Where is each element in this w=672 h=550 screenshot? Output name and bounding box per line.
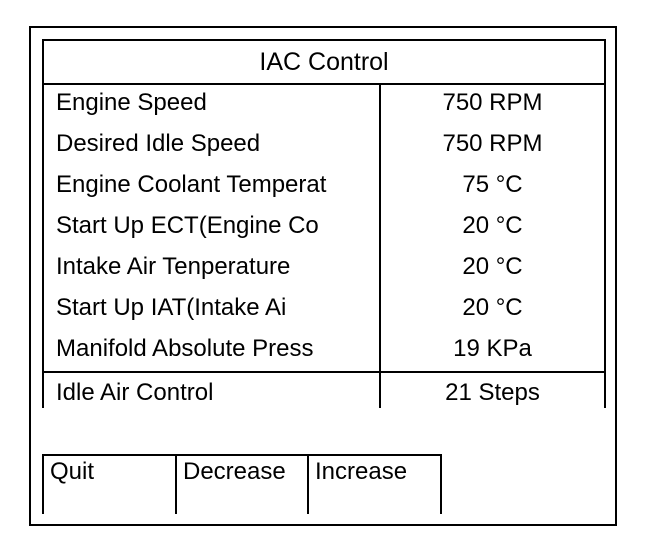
table-row-engine-coolant-temp	[44, 165, 604, 205]
iac-control-panel	[29, 26, 617, 526]
parameter-value: 19 KPa	[453, 335, 532, 362]
parameter-value: 750 RPM	[442, 130, 543, 157]
parameter-label: Manifold Absolute Press	[56, 335, 314, 362]
parameter-value: 750 RPM	[442, 89, 543, 116]
parameter-label: Start Up ECT(Engine Co	[56, 212, 319, 239]
table-row-desired-idle-speed	[44, 124, 604, 164]
panel-title: IAC Control	[42, 39, 606, 85]
table-row-startup-iat	[44, 288, 604, 328]
parameter-label: Engine Coolant Temperat	[56, 171, 327, 198]
table-row-intake-air-temp	[44, 247, 604, 287]
increase-button[interactable]: Increase	[309, 454, 442, 514]
table-row-engine-speed	[44, 83, 604, 123]
soft-key-bar	[42, 454, 442, 514]
parameter-table	[42, 83, 606, 408]
parameter-label: Intake Air Tenperature	[56, 253, 291, 280]
parameter-label: Desired Idle Speed	[56, 130, 261, 157]
parameter-value: 20 °C	[462, 212, 523, 239]
table-row-startup-ect	[44, 206, 604, 246]
table-row-idle-air-control	[44, 373, 604, 413]
quit-button[interactable]: Quit	[42, 454, 177, 514]
table-row-manifold-pressure	[44, 329, 604, 369]
control-value: 21 Steps	[445, 379, 540, 406]
control-label: Idle Air Control	[56, 379, 214, 406]
parameter-label: Start Up IAT(Intake Ai	[56, 294, 287, 321]
decrease-button[interactable]: Decrease	[177, 454, 309, 514]
parameter-value: 20 °C	[462, 294, 523, 321]
parameter-value: 20 °C	[462, 253, 523, 280]
parameter-value: 75 °C	[462, 171, 523, 198]
parameter-label: Engine Speed	[56, 89, 207, 116]
